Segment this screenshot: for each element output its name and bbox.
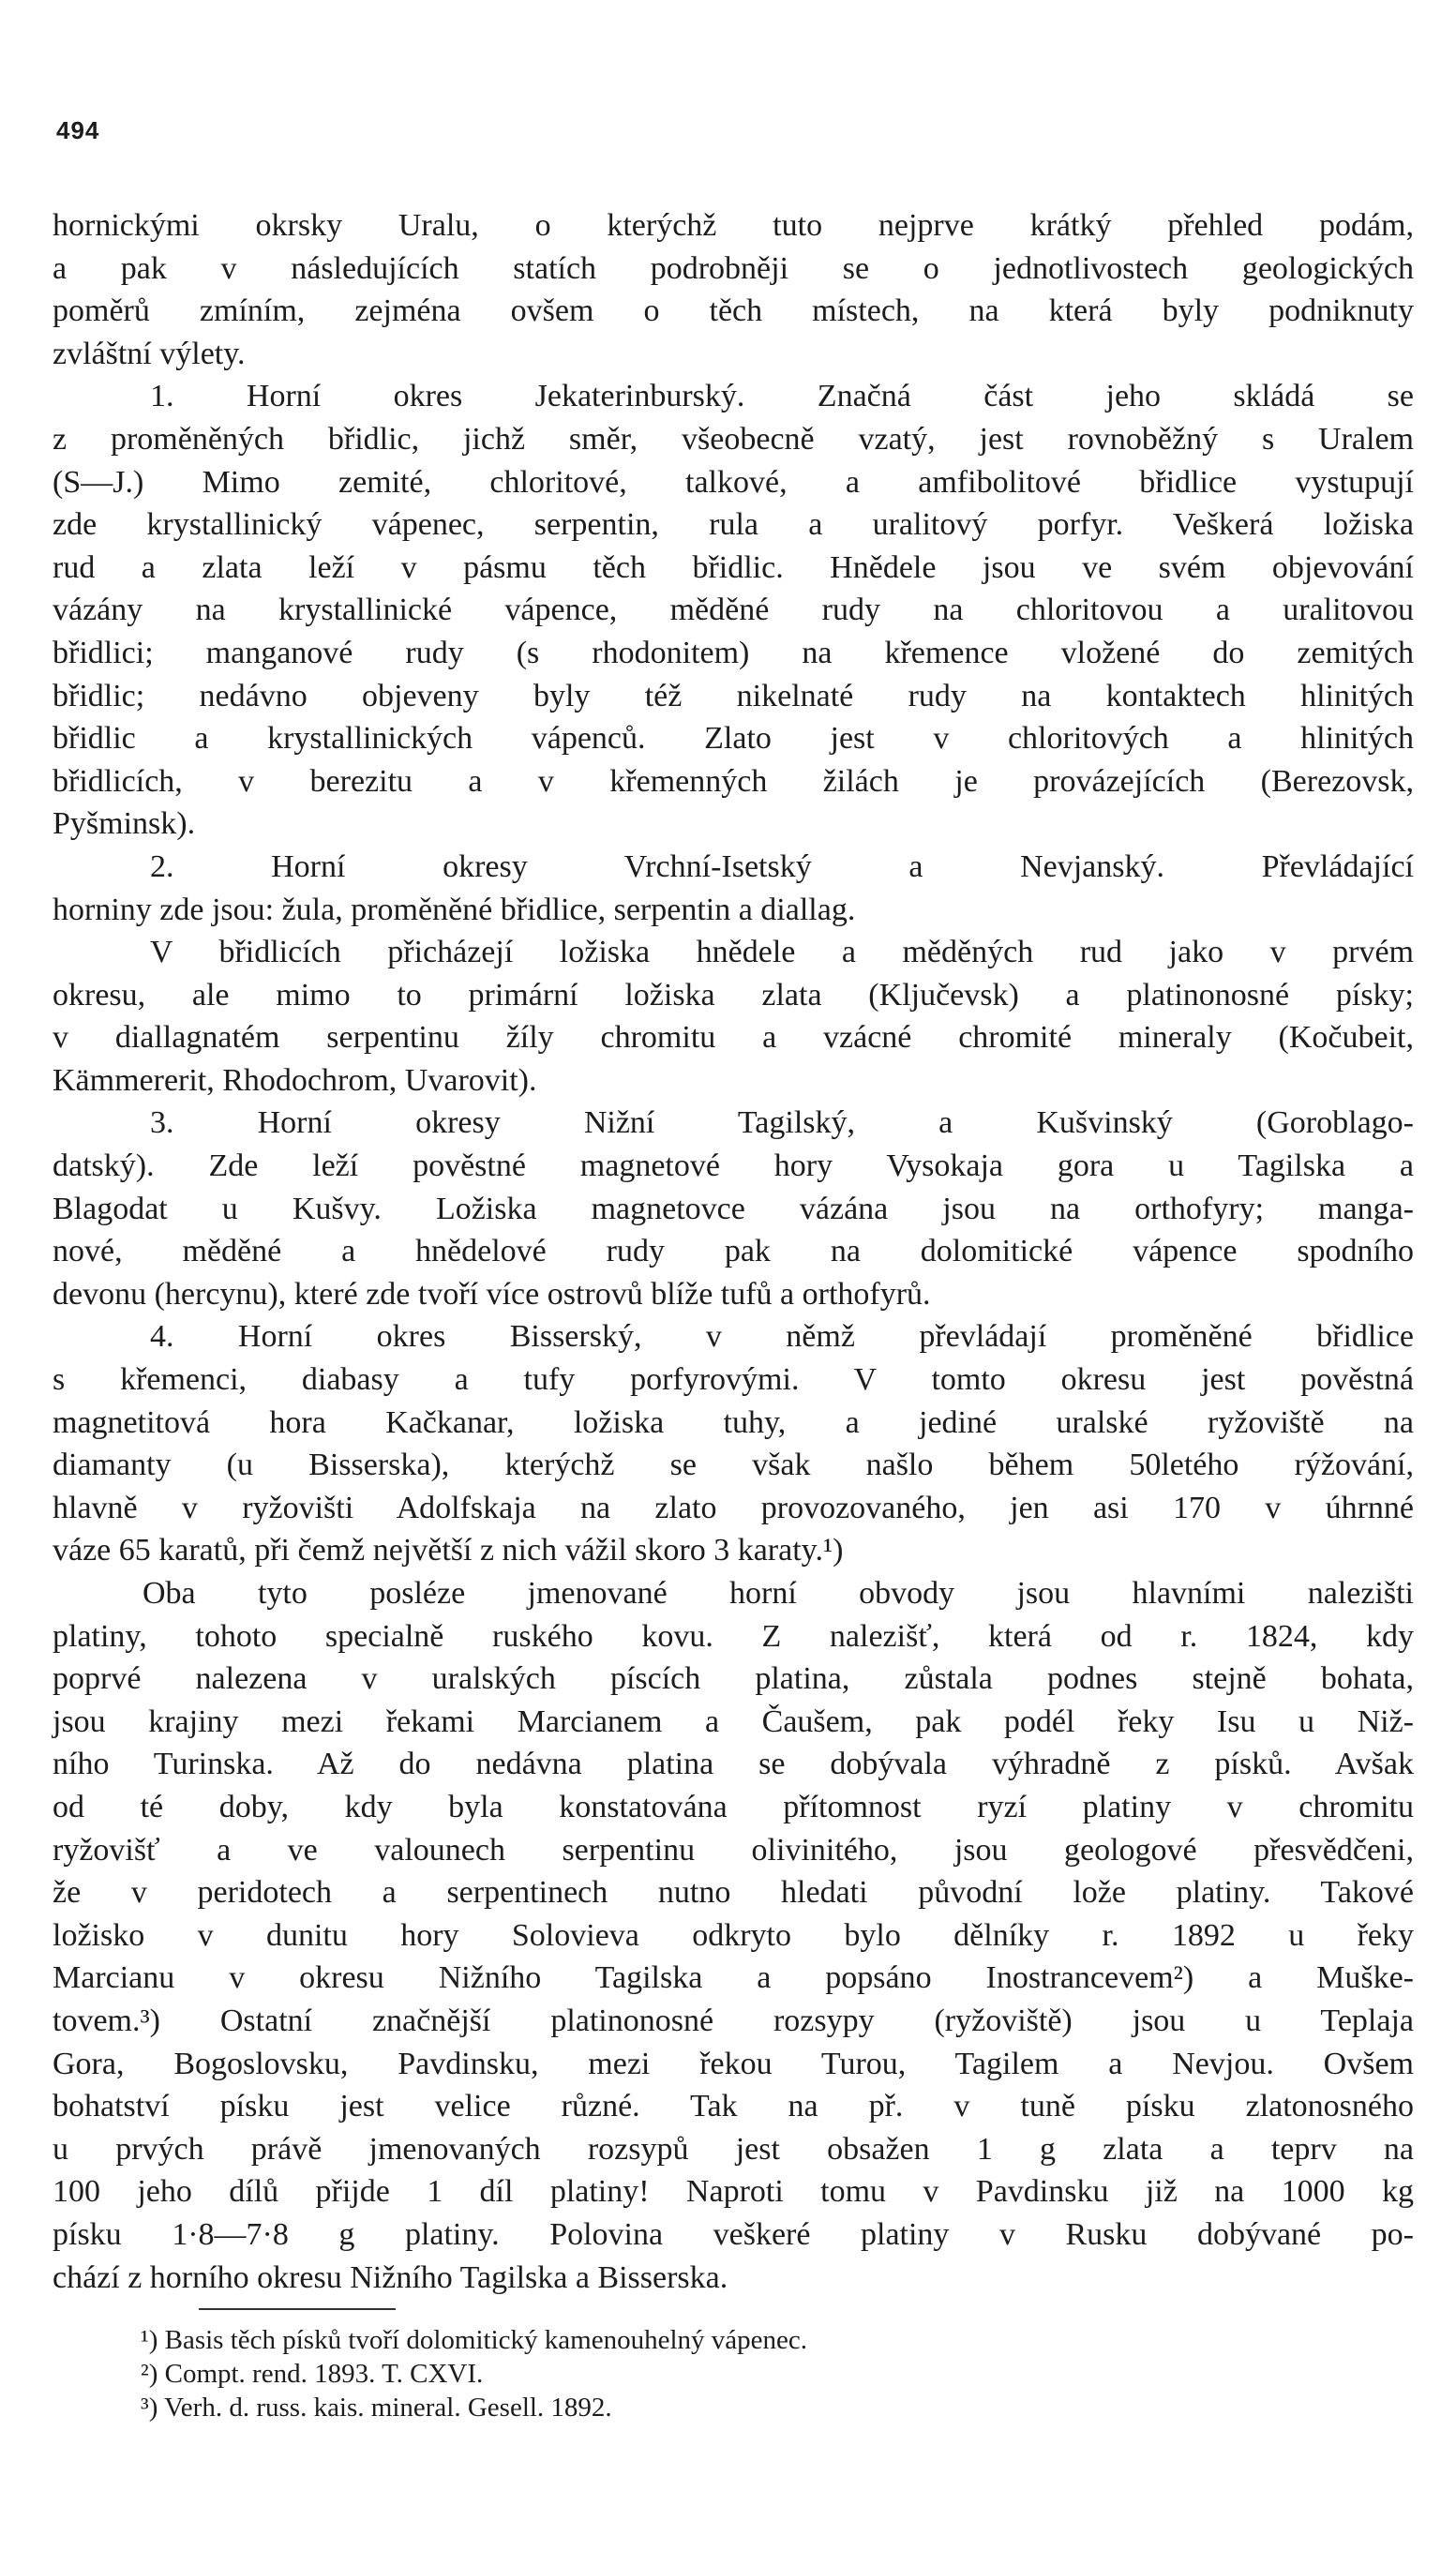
footnote-3: ³) Verh. d. russ. kais. mineral. Gesell. 1892. xyxy=(141,2393,612,2423)
section-heading-3: 3. Horní okresy Nižní Tagilský, a Kušvinský (Goroblago- xyxy=(150,1105,1414,1141)
text-line: tovem.³) Ostatní značnější platinonosné rozsypy (ryžoviště) jsou u Teplaja xyxy=(53,2003,1414,2038)
footnote-divider xyxy=(199,2308,396,2310)
text-line: Kämmererit, Rhodochrom, Uvarovit). xyxy=(53,1062,537,1098)
text-line: břidlici; manganové rudy (s rhodonitem) na křemence vložené do zemitých xyxy=(53,635,1414,670)
text-line: zde krystallinický vápenec, serpentin, rula a uralitový porfyr. Veškerá ložiska xyxy=(53,507,1414,543)
text-line: Pyšminsk). xyxy=(53,806,196,842)
text-line: že v peridotech a serpentinech nutno hledati původní lože platiny. Takové xyxy=(53,1875,1414,1911)
footnote-1: ¹) Basis těch písků tvoří dolomitický kamenouhelný vápenec. xyxy=(141,2325,807,2355)
text-line: devonu (hercynu), které zde tvoří více ostrovů blíže tufů a orthofyrů. xyxy=(53,1276,931,1312)
text-line: vázány na krystallinické vápence, měděné rudy na chloritovou a uralitovou xyxy=(53,593,1414,628)
footnote-2: ²) Compt. rend. 1893. T. CXVI. xyxy=(141,2359,484,2389)
text-line: u prvých právě jmenovaných rozsypů jest obsažen 1 g zlata a teprv na xyxy=(53,2131,1414,2167)
section-heading-4: 4. Horní okres Bisserský, v němž převládají proměněné břidlice xyxy=(150,1319,1414,1355)
text-line: Gora, Bogoslovsku, Pavdinsku, mezi řekou Turou, Tagilem a Nevjou. Ovšem xyxy=(53,2046,1414,2081)
text-line: nové, měděné a hnědelové rudy pak na dolomitické vápence spodního xyxy=(53,1234,1414,1269)
text-line: jsou krajiny mezi řekami Marcianem a Čaušem, pak podél řeky Isu u Niž- xyxy=(53,1703,1414,1739)
footnotes xyxy=(141,2323,1266,2424)
text-line: 100 jeho dílů přijde 1 díl platiny! Naproti tomu v Pavdinsku již na 1000 kg xyxy=(53,2174,1414,2210)
section-heading-1: 1. Horní okres Jekaterinburský. Značná část jeho skládá se xyxy=(150,379,1414,414)
section-heading-2: 2. Horní okresy Vrchní-Isetský a Nevjanský. Převládající xyxy=(150,848,1414,884)
text-line: (S—J.) Mimo zemité, chloritové, talkové, a amfibolitové břidlice vystupují xyxy=(53,464,1414,500)
text-line: břidlic a krystallinických vápenců. Zlato jest v chloritových a hlinitých xyxy=(53,721,1414,757)
text-line: bohatství písku jest velice různé. Tak na př. v tuně písku zlatonosného xyxy=(53,2089,1414,2124)
text-line: břidlic; nedávno objeveny byly též nikelnaté rudy na kontaktech hlinitých xyxy=(53,678,1414,713)
body-text xyxy=(53,204,1414,2299)
text-line: písku 1·8—7·8 g platiny. Polovina veškeré platiny v Rusku dobývané po- xyxy=(53,2216,1414,2252)
text-line: zvláštní výlety. xyxy=(53,336,246,371)
text-line: poměrů zmíním, zejména ovšem o těch místech, na která byly podniknuty xyxy=(53,293,1414,329)
text-line: rud a zlata leží v pásmu těch břidlic. Hnědele jsou ve svém objevování xyxy=(53,549,1414,585)
text-line: s křemenci, diabasy a tufy porfyrovými. V tomto okresu jest pověstná xyxy=(53,1362,1414,1398)
text-line: Blagodat u Kušvy. Ložiska magnetovce vázána jsou na orthofyry; manga- xyxy=(53,1191,1414,1226)
text-line: diamanty (u Bisserska), kterýchž se však našlo během 50letého rýžování, xyxy=(53,1448,1414,1483)
text-line: magnetitová hora Kačkanar, ložiska tuhy, a jediné uralské ryžoviště na xyxy=(53,1404,1414,1440)
text-line: ního Turinska. Až do nedávna platina se dobývala výhradně z písků. Avšak xyxy=(53,1747,1414,1782)
text-line: datský). Zde leží pověstné magnetové hory Vysokaja gora u Tagilska a xyxy=(53,1148,1414,1184)
text-line: Marcianu v okresu Nižního Tagilska a popsáno Inostrancevem²) a Muške- xyxy=(53,1960,1414,1996)
text-line: Oba tyto posléze jmenované horní obvody jsou hlavními nalezišti xyxy=(143,1576,1414,1611)
text-line: hornickými okrsky Uralu, o kterýchž tuto nejprve krátký přehled podám, xyxy=(53,208,1414,243)
text-line: V břidlicích přicházejí ložiska hnědele a měděných rud jako v prvém xyxy=(150,935,1414,970)
text-line: ložisko v dunitu hory Solovieva odkryto bylo dělníky r. 1892 u řeky xyxy=(53,1917,1414,1953)
text-line: v diallagnatém serpentinu žíly chromitu a vzácné chromité mineraly (Kočubeit, xyxy=(53,1020,1414,1056)
page-number: 494 xyxy=(56,116,100,144)
text-line: platiny, tohoto specialně ruského kovu. Z nalezišť, která od r. 1824, kdy xyxy=(53,1618,1414,1654)
text-line: hlavně v ryžovišti Adolfskaja na zlato provozovaného, jen asi 170 v úhrnné xyxy=(53,1490,1414,1525)
text-line: chází z horního okresu Nižního Tagilska a Bisserska. xyxy=(53,2259,728,2295)
text-line: od té doby, kdy byla konstatována přítomnost ryzí platiny v chromitu xyxy=(53,1789,1414,1824)
text-line: okresu, ale mimo to primární ložiska zlata (Ključevsk) a platinonosné písky; xyxy=(53,977,1414,1013)
text-line: poprvé nalezena v uralských píscích platina, zůstala podnes stejně bohata, xyxy=(53,1661,1414,1697)
text-line: váze 65 karatů, při čemž největší z nich vážil skoro 3 karaty.¹) xyxy=(53,1533,844,1568)
text-line: a pak v následujících statích podrobněji se o jednotlivostech geologických xyxy=(53,250,1414,286)
text-line: z proměněných břidlic, jichž směr, všeobecně vzatý, jest rovnoběžný s Uralem xyxy=(53,421,1414,457)
text-line: břidlicích, v berezitu a v křemenných žilách je provázejících (Berezovsk, xyxy=(53,763,1414,799)
text-line: ryžovišť a ve valounech serpentinu olivinitého, jsou geologové přesvědčeni, xyxy=(53,1832,1414,1868)
text-line: horniny zde jsou: žula, proměněné břidlice, serpentin a diallag. xyxy=(53,892,856,927)
